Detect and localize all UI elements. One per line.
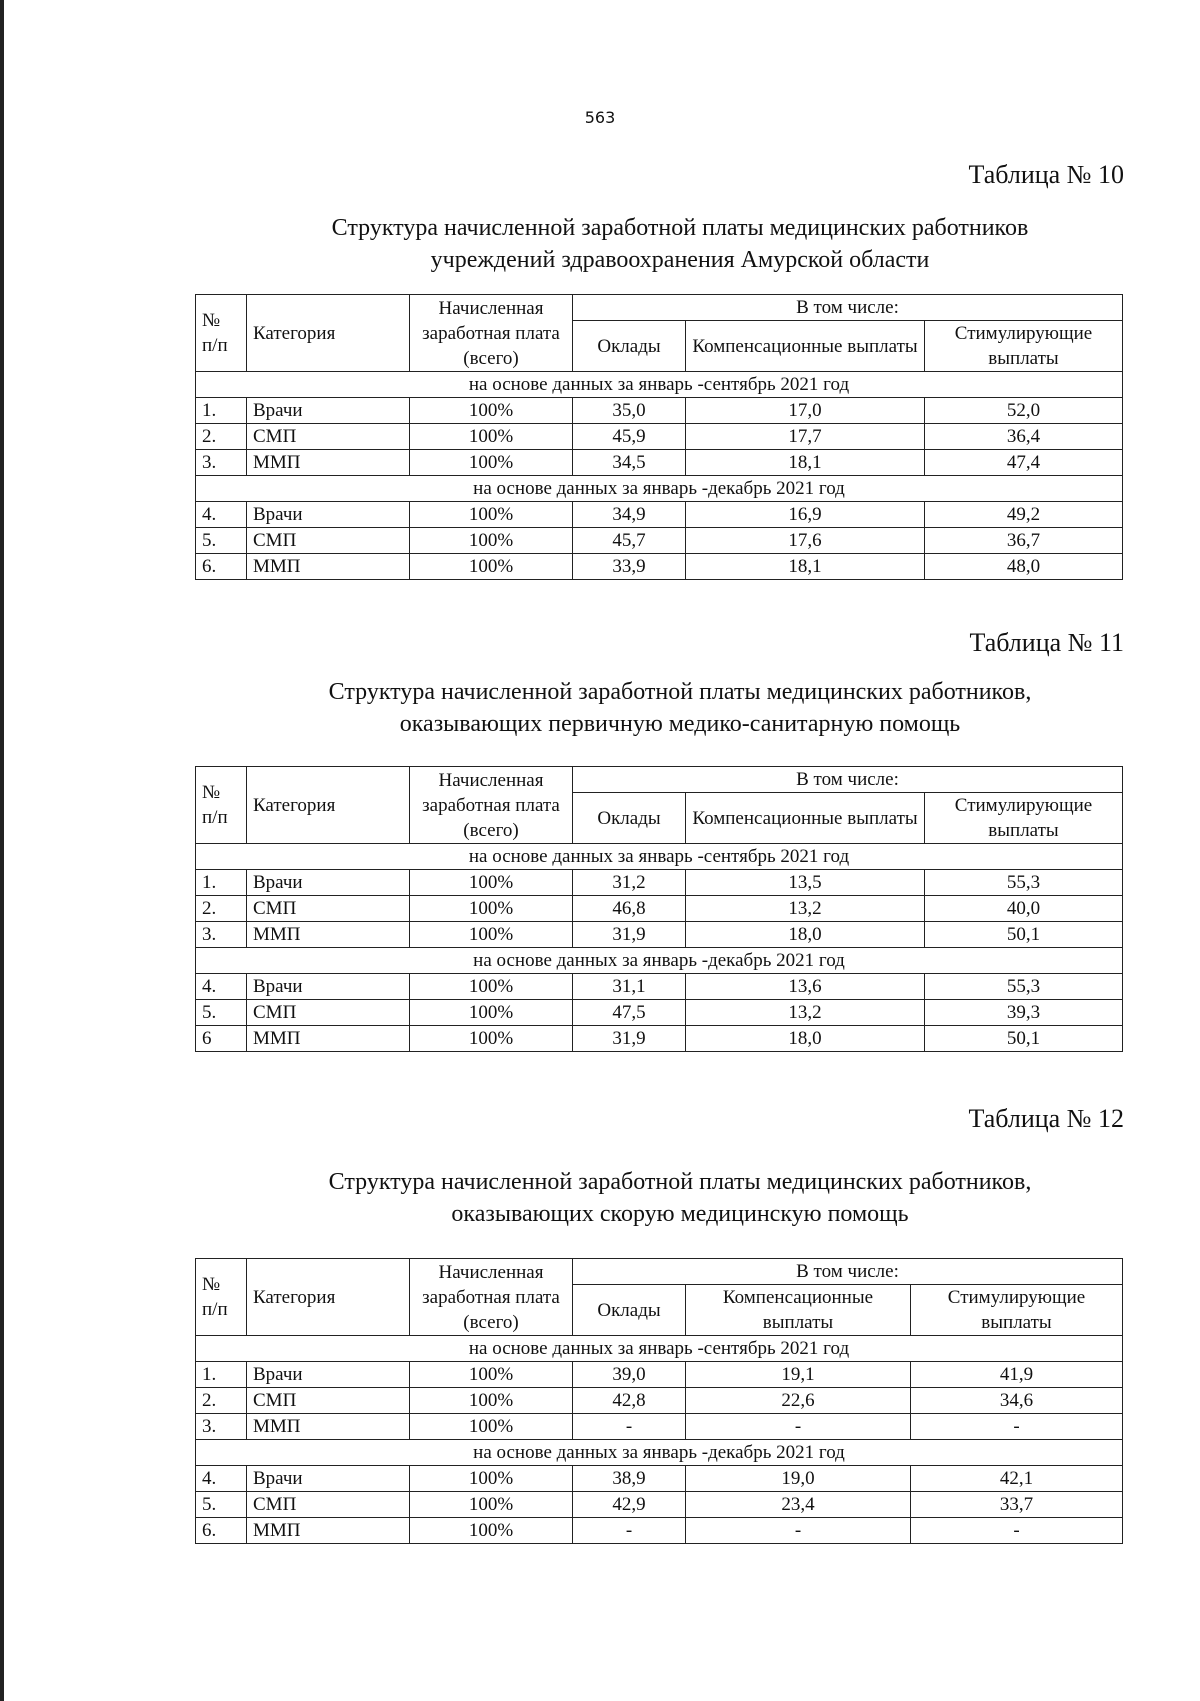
header-num: № п/п bbox=[196, 767, 247, 844]
period-label: на основе данных за январь -декабрь 2021 год bbox=[196, 476, 1123, 502]
row-incentive: 50,1 bbox=[925, 922, 1123, 948]
header-category: Категория bbox=[247, 767, 410, 844]
row-incentive: 52,0 bbox=[925, 398, 1123, 424]
table-row bbox=[196, 1388, 1123, 1414]
period-row bbox=[196, 1440, 1123, 1466]
row-total: 100% bbox=[410, 974, 573, 1000]
row-incentive: 41,9 bbox=[911, 1362, 1123, 1388]
row-num: 1. bbox=[196, 870, 247, 896]
row-salary: 42,8 bbox=[573, 1388, 686, 1414]
row-num: 4. bbox=[196, 502, 247, 528]
header-salary: Оклады bbox=[573, 1285, 686, 1336]
header-num: № п/п bbox=[196, 295, 247, 372]
row-num: 1. bbox=[196, 1362, 247, 1388]
row-compensation: 13,5 bbox=[686, 870, 925, 896]
row-category: ММП bbox=[247, 450, 410, 476]
row-compensation: 13,2 bbox=[686, 1000, 925, 1026]
row-compensation: - bbox=[686, 1414, 911, 1440]
row-salary: - bbox=[573, 1414, 686, 1440]
table-row bbox=[196, 1414, 1123, 1440]
table-12-title: Структура начисленной заработной платы медицинских работников, оказывающих скорую медицинскую помощь bbox=[328, 1169, 1032, 1227]
header-total: Начисленная заработная плата (всего) bbox=[410, 295, 573, 372]
table-row bbox=[196, 554, 1123, 580]
table-row bbox=[196, 870, 1123, 896]
row-incentive: 55,3 bbox=[925, 870, 1123, 896]
table-row bbox=[196, 1466, 1123, 1492]
row-total: 100% bbox=[410, 424, 573, 450]
row-category: СМП bbox=[247, 424, 410, 450]
row-compensation: 13,6 bbox=[686, 974, 925, 1000]
row-total: 100% bbox=[410, 528, 573, 554]
row-incentive: 42,1 bbox=[911, 1466, 1123, 1492]
row-compensation: 18,1 bbox=[686, 554, 925, 580]
header-incentive: Стимулирующие выплаты bbox=[925, 793, 1123, 844]
row-category: Врачи bbox=[247, 974, 410, 1000]
table-row bbox=[196, 1362, 1123, 1388]
table-row bbox=[196, 398, 1123, 424]
table-row bbox=[196, 502, 1123, 528]
row-salary: 38,9 bbox=[573, 1466, 686, 1492]
row-salary: 45,9 bbox=[573, 424, 686, 450]
row-total: 100% bbox=[410, 1362, 573, 1388]
row-compensation: 17,6 bbox=[686, 528, 925, 554]
row-total: 100% bbox=[410, 870, 573, 896]
row-salary: 31,9 bbox=[573, 1026, 686, 1052]
header-category: Категория bbox=[247, 1259, 410, 1336]
row-num: 3. bbox=[196, 450, 247, 476]
header-salary: Оклады bbox=[573, 793, 686, 844]
table-row bbox=[196, 424, 1123, 450]
row-incentive: 48,0 bbox=[925, 554, 1123, 580]
period-label: на основе данных за январь -декабрь 2021 год bbox=[196, 1440, 1123, 1466]
row-total: 100% bbox=[410, 1000, 573, 1026]
table-row bbox=[196, 528, 1123, 554]
row-total: 100% bbox=[410, 1518, 573, 1544]
row-category: СМП bbox=[247, 528, 410, 554]
header-row bbox=[196, 1259, 1123, 1285]
table-row bbox=[196, 922, 1123, 948]
header-num: № п/п bbox=[196, 1259, 247, 1336]
row-salary: 47,5 bbox=[573, 1000, 686, 1026]
scan-edge bbox=[0, 0, 4, 1701]
table-12-caption: Таблица № 12 bbox=[968, 1104, 1124, 1133]
row-incentive: - bbox=[911, 1518, 1123, 1544]
table-11 bbox=[195, 766, 1123, 1052]
row-salary: 35,0 bbox=[573, 398, 686, 424]
row-compensation: 18,1 bbox=[686, 450, 925, 476]
table-row bbox=[196, 974, 1123, 1000]
table-11-caption: Таблица № 11 bbox=[969, 628, 1124, 657]
row-incentive: 40,0 bbox=[925, 896, 1123, 922]
row-compensation: 17,0 bbox=[686, 398, 925, 424]
row-num: 1. bbox=[196, 398, 247, 424]
period-label: на основе данных за январь -сентябрь 2021 год bbox=[196, 372, 1123, 398]
row-incentive: - bbox=[911, 1414, 1123, 1440]
row-category: ММП bbox=[247, 554, 410, 580]
row-total: 100% bbox=[410, 1492, 573, 1518]
header-incentive: Стимулирующие выплаты bbox=[911, 1285, 1123, 1336]
period-label: на основе данных за январь -сентябрь 2021 год bbox=[196, 844, 1123, 870]
row-incentive: 50,1 bbox=[925, 1026, 1123, 1052]
row-total: 100% bbox=[410, 450, 573, 476]
row-compensation: - bbox=[686, 1518, 911, 1544]
row-total: 100% bbox=[410, 922, 573, 948]
period-row bbox=[196, 948, 1123, 974]
row-salary: 39,0 bbox=[573, 1362, 686, 1388]
period-row bbox=[196, 1336, 1123, 1362]
header-row bbox=[196, 767, 1123, 793]
row-num: 2. bbox=[196, 1388, 247, 1414]
period-label: на основе данных за январь -сентябрь 2021 год bbox=[196, 1336, 1123, 1362]
row-category: ММП bbox=[247, 1518, 410, 1544]
row-incentive: 39,3 bbox=[925, 1000, 1123, 1026]
row-salary: 45,7 bbox=[573, 528, 686, 554]
table-10 bbox=[195, 294, 1123, 580]
row-salary: 34,9 bbox=[573, 502, 686, 528]
row-total: 100% bbox=[410, 1026, 573, 1052]
row-total: 100% bbox=[410, 1388, 573, 1414]
row-num: 4. bbox=[196, 974, 247, 1000]
header-compensation: Компенсационные выплаты bbox=[686, 1285, 911, 1336]
row-compensation: 22,6 bbox=[686, 1388, 911, 1414]
row-num: 6. bbox=[196, 554, 247, 580]
table-row bbox=[196, 1492, 1123, 1518]
row-incentive: 34,6 bbox=[911, 1388, 1123, 1414]
period-row bbox=[196, 844, 1123, 870]
row-compensation: 17,7 bbox=[686, 424, 925, 450]
header-compensation: Компенсационные выплаты bbox=[686, 793, 925, 844]
row-incentive: 55,3 bbox=[925, 974, 1123, 1000]
table-row bbox=[196, 1026, 1123, 1052]
row-num: 4. bbox=[196, 1466, 247, 1492]
row-category: ММП bbox=[247, 922, 410, 948]
row-salary: - bbox=[573, 1518, 686, 1544]
row-compensation: 18,0 bbox=[686, 1026, 925, 1052]
row-total: 100% bbox=[410, 896, 573, 922]
row-incentive: 47,4 bbox=[925, 450, 1123, 476]
row-category: Врачи bbox=[247, 1466, 410, 1492]
row-salary: 31,2 bbox=[573, 870, 686, 896]
header-total: Начисленная заработная плата (всего) bbox=[410, 767, 573, 844]
row-total: 100% bbox=[410, 1466, 573, 1492]
row-salary: 42,9 bbox=[573, 1492, 686, 1518]
row-category: СМП bbox=[247, 896, 410, 922]
row-num: 5. bbox=[196, 528, 247, 554]
row-num: 6. bbox=[196, 1518, 247, 1544]
row-salary: 31,9 bbox=[573, 922, 686, 948]
table-10-caption: Таблица № 10 bbox=[968, 160, 1124, 189]
row-compensation: 19,0 bbox=[686, 1466, 911, 1492]
period-label: на основе данных за январь -декабрь 2021 год bbox=[196, 948, 1123, 974]
row-incentive: 36,4 bbox=[925, 424, 1123, 450]
table-row bbox=[196, 896, 1123, 922]
header-salary: Оклады bbox=[573, 321, 686, 372]
row-category: ММП bbox=[247, 1026, 410, 1052]
row-compensation: 13,2 bbox=[686, 896, 925, 922]
row-num: 6 bbox=[196, 1026, 247, 1052]
table-11-title: Структура начисленной заработной платы медицинских работников, оказывающих первичную медико-санитарную помощь bbox=[328, 679, 1032, 737]
header-row bbox=[196, 295, 1123, 321]
row-num: 5. bbox=[196, 1000, 247, 1026]
row-num: 3. bbox=[196, 1414, 247, 1440]
table-12 bbox=[195, 1258, 1123, 1544]
table-row bbox=[196, 450, 1123, 476]
row-incentive: 36,7 bbox=[925, 528, 1123, 554]
header-incentive: Стимулирующие выплаты bbox=[925, 321, 1123, 372]
header-including: В том числе: bbox=[573, 767, 1123, 793]
row-total: 100% bbox=[410, 554, 573, 580]
table-10-title: Структура начисленной заработной платы медицинских работников учреждений здравоохранения Амурской области bbox=[331, 215, 1029, 273]
row-compensation: 19,1 bbox=[686, 1362, 911, 1388]
row-category: ММП bbox=[247, 1414, 410, 1440]
header-including: В том числе: bbox=[573, 295, 1123, 321]
row-total: 100% bbox=[410, 398, 573, 424]
row-category: Врачи bbox=[247, 870, 410, 896]
row-salary: 34,5 bbox=[573, 450, 686, 476]
row-num: 2. bbox=[196, 424, 247, 450]
header-category: Категория bbox=[247, 295, 410, 372]
row-num: 5. bbox=[196, 1492, 247, 1518]
row-salary: 33,9 bbox=[573, 554, 686, 580]
row-compensation: 23,4 bbox=[686, 1492, 911, 1518]
row-num: 2. bbox=[196, 896, 247, 922]
row-compensation: 18,0 bbox=[686, 922, 925, 948]
row-category: Врачи bbox=[247, 1362, 410, 1388]
row-num: 3. bbox=[196, 922, 247, 948]
page-number: 563 bbox=[584, 108, 616, 127]
row-category: Врачи bbox=[247, 398, 410, 424]
table-row bbox=[196, 1518, 1123, 1544]
row-salary: 46,8 bbox=[573, 896, 686, 922]
row-category: СМП bbox=[247, 1000, 410, 1026]
row-incentive: 49,2 bbox=[925, 502, 1123, 528]
row-category: Врачи bbox=[247, 502, 410, 528]
table-row bbox=[196, 1000, 1123, 1026]
header-compensation: Компенсационные выплаты bbox=[686, 321, 925, 372]
header-including: В том числе: bbox=[573, 1259, 1123, 1285]
row-incentive: 33,7 bbox=[911, 1492, 1123, 1518]
period-row bbox=[196, 372, 1123, 398]
row-total: 100% bbox=[410, 502, 573, 528]
row-salary: 31,1 bbox=[573, 974, 686, 1000]
header-total: Начисленная заработная плата (всего) bbox=[410, 1259, 573, 1336]
row-compensation: 16,9 bbox=[686, 502, 925, 528]
period-row bbox=[196, 476, 1123, 502]
row-category: СМП bbox=[247, 1492, 410, 1518]
row-category: СМП bbox=[247, 1388, 410, 1414]
row-total: 100% bbox=[410, 1414, 573, 1440]
